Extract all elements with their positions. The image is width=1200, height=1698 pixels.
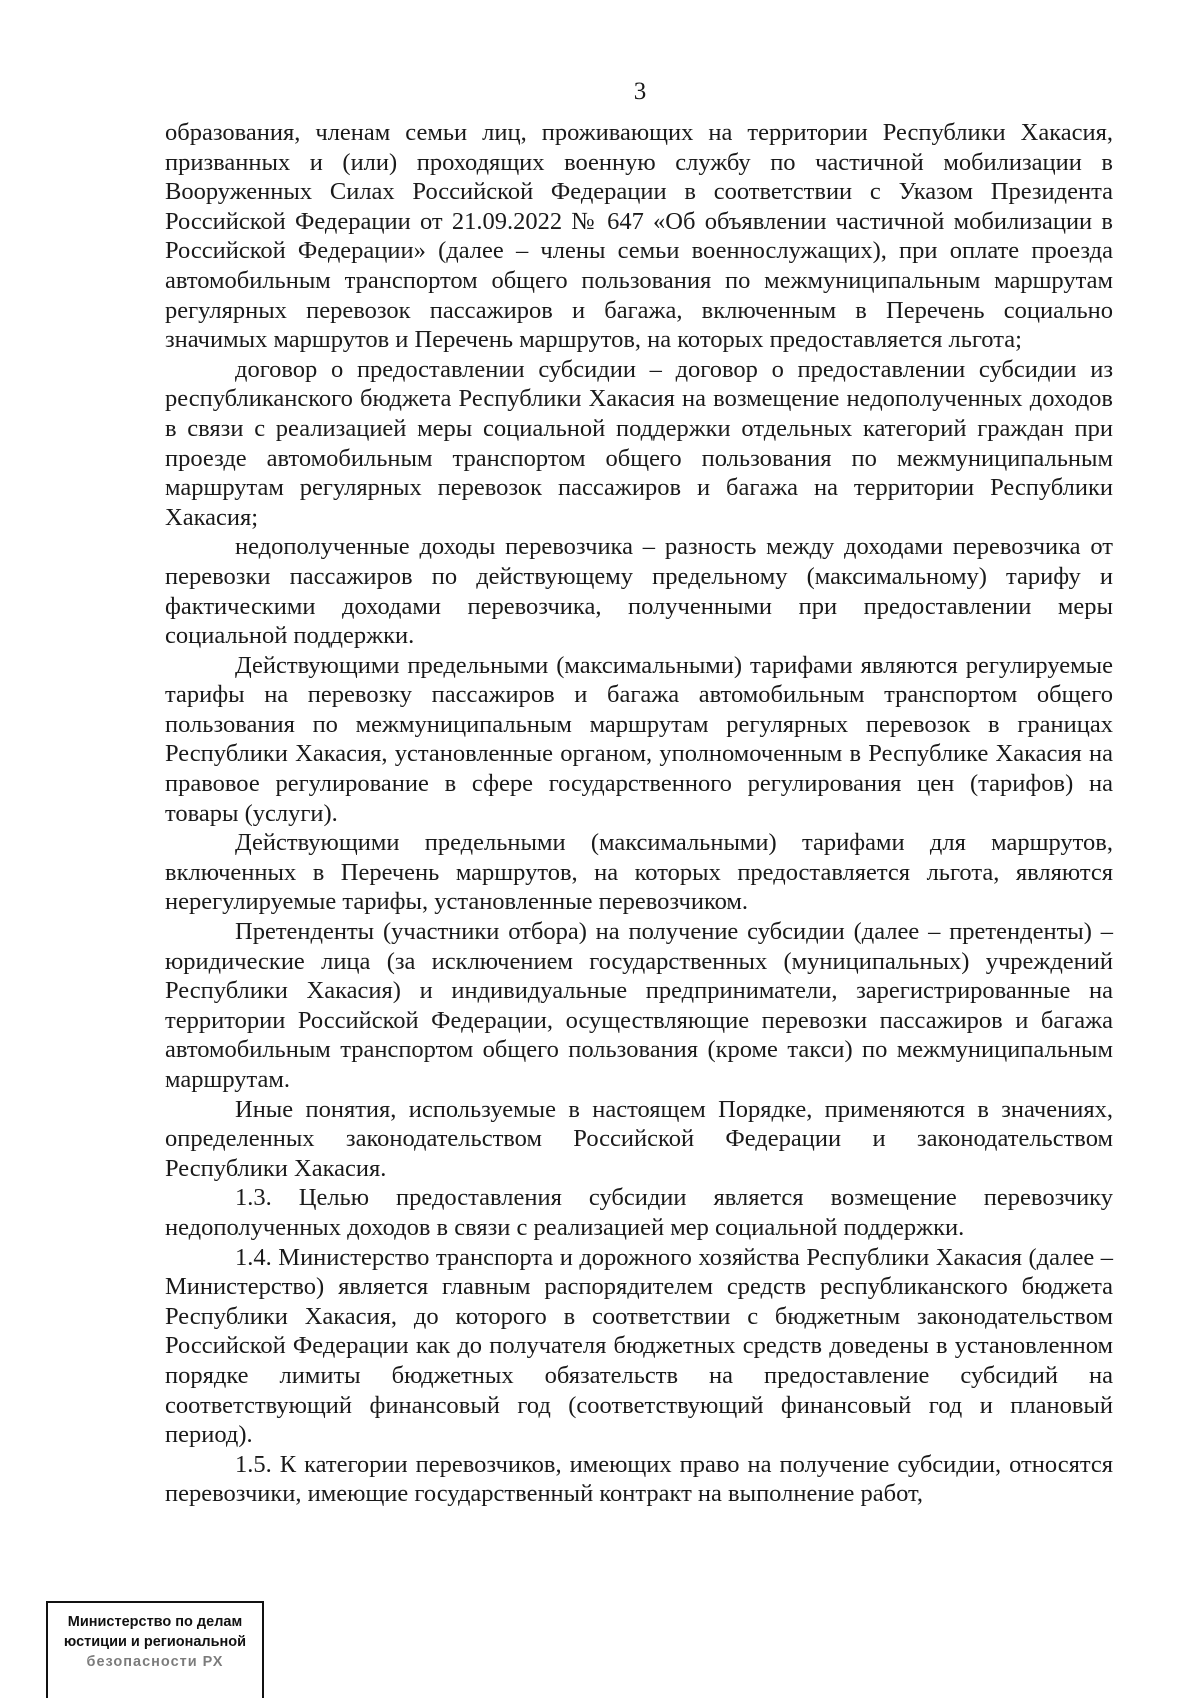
paragraph-other-terms: Иные понятия, используемые в настоящем Порядке, применяются в значениях, определенных законодательством Российской Федерации и законодательством Республики Хакасия. bbox=[165, 1095, 1113, 1182]
stamp-line-2: юстиции и региональной bbox=[63, 1634, 247, 1650]
paragraph-lost-income: недополученные доходы перевозчика – разность между доходами перевозчика от перевозки пассажиров по действующему предельному (максимальному) тарифу и фактическими доходами перевозчика, полученными при предоставлении меры социальной поддержки. bbox=[165, 533, 1113, 650]
ministry-stamp bbox=[46, 1601, 264, 1698]
page-number: 3 bbox=[633, 78, 647, 105]
document-body bbox=[165, 118, 1113, 1509]
paragraph-1-3: 1.3. Целью предоставления субсидии является возмещение перевозчику недополученных доходов в связи с реализацией мер социальной поддержки. bbox=[165, 1184, 1113, 1241]
paragraph-1-5: 1.5. К категории перевозчиков, имеющих право на получение субсидии, относятся перевозчики, имеющие государственный контракт на выполнение работ, bbox=[165, 1450, 1113, 1508]
stamp-line-1: Министерство по делам bbox=[67, 1614, 243, 1630]
paragraph-max-tariffs: Действующими предельными (максимальными) тарифами являются регулируемые тарифы на перевозку пассажиров и багажа автомобильным транспортом общего пользования по межмуниципальным маршрутам регулярных перевозок в границах Республики Хакасия, установленные органом, уполномоченным в Республике Хакасия на правовое регулирование в сфере государственного регулирования цен (тарифов) на товары (услуги). bbox=[165, 651, 1113, 827]
paragraph-unregulated-tariffs: Действующими предельными (максимальными) тарифами для маршрутов, включенных в Перечень маршрутов, на которых предоставляется льгота, являются нерегулируемые тарифы, установленные перевозчиком. bbox=[165, 829, 1113, 916]
paragraph-subsidy-agreement: договор о предоставлении субсидии – договор о предоставлении субсидии из республиканского бюджета Республики Хакасия на возмещение недополученных доходов в связи с реализацией меры социальной поддержки отдельных категорий граждан при проезде автомобильным транспортом общего пользования по межмуниципальным маршрутам регулярных перевозок пассажиров и багажа на территории Республики Хакасия; bbox=[165, 355, 1113, 531]
stamp-line-3: безопасности РХ bbox=[86, 1654, 224, 1666]
paragraph-applicants: Претенденты (участники отбора) на получение субсидии (далее – претенденты) – юридические лица (за исключением государственных (муниципальных) учреждений Республики Хакасия) и индивидуальные предприниматели, зарегистрированные на территории Российской Федерации, осуществляющие перевозки пассажиров и багажа автомобильным транспортом общего пользования (кроме такси) по межмуниципальным маршрутам. bbox=[165, 918, 1113, 1093]
paragraph-1-4: 1.4. Министерство транспорта и дорожного хозяйства Республики Хакасия (далее – Министерство) является главным распорядителем средств республиканского бюджета Республики Хакасия, до которого в соответствии с бюджетным законодательством Российской Федерации как до получателя бюджетных средств доведены в установленном порядке лимиты бюджетных обязательств на предоставление субсидий на соответствующий финансовый год (соответствующий финансовый год и плановый период). bbox=[165, 1243, 1113, 1449]
paragraph-continuation: образования, членам семьи лиц, проживающих на территории Республики Хакасия, призванных и (или) проходящих военную службу по частичной мобилизации в Вооруженных Силах Российской Федерации в соответствии с Указом Президента Российской Федерации от 21.09.2022 № 647 «Об объявлении частичной мобилизации в Российской Федерации» (далее – члены семьи военнослужащих), при оплате проезда автомобильным транспортом общего пользования по межмуниципальным маршрутам регулярных перевозок пассажиров и багажа, включенным в Перечень социально значимых маршрутов и Перечень маршрутов, на которых предоставляется льгота; bbox=[165, 119, 1113, 354]
